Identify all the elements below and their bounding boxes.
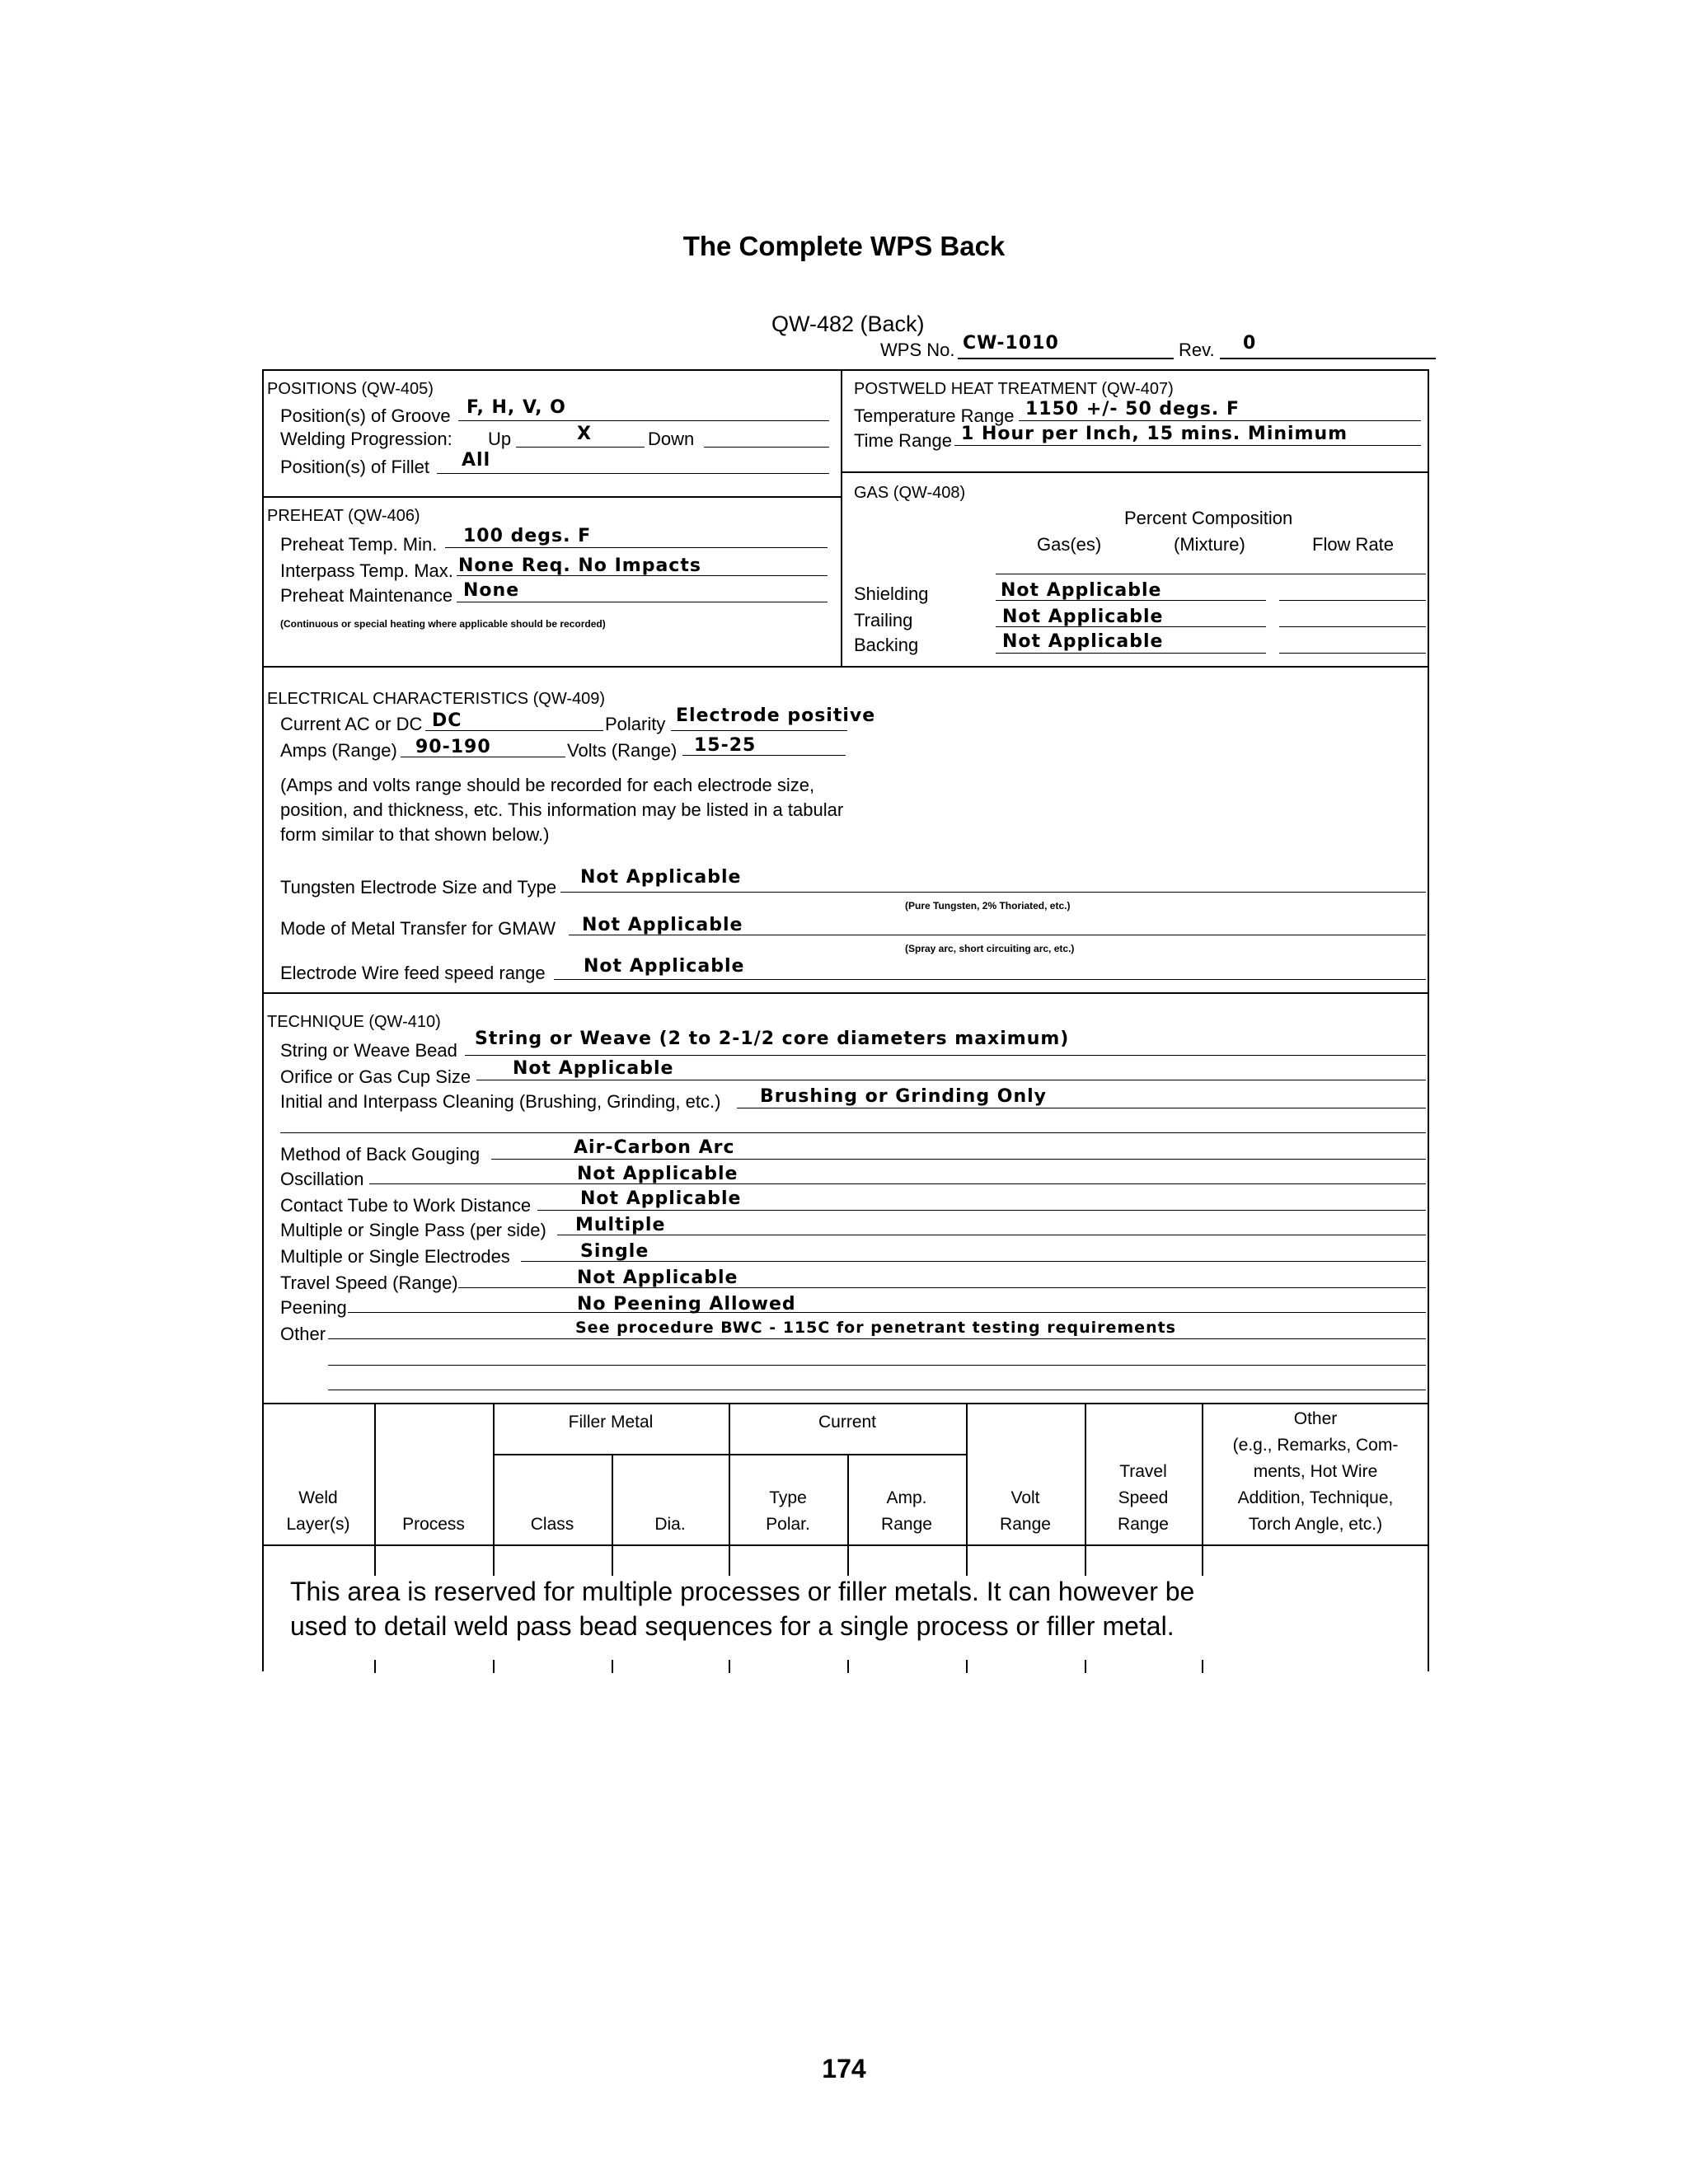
fillet-value: All: [462, 450, 491, 471]
process-header: Process: [402, 1515, 465, 1534]
technique-heading: TECHNIQUE (QW-410): [267, 1013, 441, 1031]
volts-label: Volts (Range): [567, 740, 678, 761]
fillet-label: Position(s) of Fillet: [280, 457, 429, 477]
passes-value: Multiple: [575, 1215, 666, 1235]
wire-feed-value: Not Applicable: [584, 956, 745, 977]
dia-header: Dia.: [654, 1515, 686, 1534]
cleaning-value: Brushing or Grinding Only: [760, 1086, 1047, 1107]
volt-range-header: Volt Range: [1000, 1488, 1051, 1534]
polarity-value: Electrode positive: [676, 705, 876, 726]
amp-range-header: Amp. Range: [881, 1488, 932, 1534]
gas-heading: GAS (QW-408): [854, 484, 966, 502]
amps-value: 90-190: [415, 737, 491, 757]
other-value: See procedure BWC - 115C for penetrant testing requirements: [575, 1319, 1176, 1337]
class-header: Class: [530, 1515, 574, 1534]
pwht-time-value: 1 Hour per Inch, 15 mins. Minimum: [961, 424, 1348, 444]
electrical-note-3: form similar to that shown below.): [280, 824, 550, 845]
wire-feed-label: Electrode Wire feed speed range: [280, 963, 546, 983]
shielding-label: Shielding: [854, 583, 929, 604]
up-value: X: [577, 424, 592, 444]
pwht-temp-value: 1150 +/- 50 degs. F: [1025, 399, 1240, 419]
electrical-heading: ELECTRICAL CHARACTERISTICS (QW-409): [267, 690, 606, 708]
wps-no-value: CW-1010: [963, 333, 1059, 354]
backing-label: Backing: [854, 635, 919, 655]
tungsten-value: Not Applicable: [580, 867, 742, 888]
other-header: Other (e.g., Remarks, Com- ments, Hot Wire Addition, Technique, Torch Angle, etc.): [1232, 1409, 1399, 1534]
current-label: Current AC or DC: [280, 714, 423, 734]
electrical-note-1: (Amps and volts range should be recorded for each electrode size,: [280, 775, 815, 795]
positions-heading: POSITIONS (QW-405): [267, 380, 434, 398]
form-title: QW-482 (Back): [771, 312, 925, 336]
interpass-label: Interpass Temp. Max.: [280, 560, 453, 581]
orifice-value: Not Applicable: [513, 1058, 674, 1079]
reserved-area-note: This area is reserved for multiple processes or filler metals. It can however be used to detail weld pass bead sequences for a single process or filler metal.: [290, 1577, 1195, 1641]
volts-value: 15-25: [694, 735, 757, 756]
trailing-label: Trailing: [854, 610, 913, 630]
bead-label: String or Weave Bead: [280, 1040, 457, 1061]
rev-value: 0: [1243, 333, 1257, 354]
gouging-value: Air-Carbon Arc: [574, 1137, 735, 1158]
groove-label: Position(s) of Groove: [280, 405, 451, 426]
peening-value: No Peening Allowed: [577, 1294, 796, 1315]
travel-speed-header: Travel Speed Range: [1118, 1462, 1169, 1534]
electrodes-label: Multiple or Single Electrodes: [280, 1246, 510, 1267]
gas-mixture-label: (Mixture): [1174, 534, 1245, 555]
preheat-min-value: 100 degs. F: [463, 526, 592, 546]
orifice-label: Orifice or Gas Cup Size: [280, 1066, 471, 1087]
gas-percent-label: Percent Composition: [1124, 508, 1293, 528]
peening-label: Peening: [280, 1297, 347, 1318]
rev-label: Rev.: [1179, 340, 1215, 360]
electrodes-value: Single: [580, 1241, 649, 1262]
down-label: Down: [648, 429, 695, 449]
page-title: The Complete WPS Back: [682, 231, 1006, 261]
groove-value: F, H, V, O: [467, 397, 566, 418]
pwht-temp-label: Temperature Range: [854, 405, 1015, 426]
gas-flow-label: Flow Rate: [1312, 534, 1395, 555]
pwht-heading: POSTWELD HEAT TREATMENT (QW-407): [854, 380, 1174, 398]
filler-metal-header: Filler Metal: [568, 1413, 654, 1432]
trailing-value: Not Applicable: [1002, 607, 1164, 627]
preheat-maint-label: Preheat Maintenance: [280, 585, 453, 606]
tungsten-label: Tungsten Electrode Size and Type: [280, 877, 557, 898]
bead-value: String or Weave (2 to 2-1/2 core diameters maximum): [475, 1029, 1070, 1049]
type-polar-header: Type Polar.: [766, 1488, 810, 1534]
oscillation-value: Not Applicable: [577, 1164, 738, 1184]
travel-speed-label: Travel Speed (Range): [280, 1272, 458, 1293]
travel-speed-value: Not Applicable: [577, 1268, 738, 1288]
current-header: Current: [818, 1413, 877, 1432]
current-value: DC: [432, 710, 462, 731]
gouging-label: Method of Back Gouging: [280, 1144, 481, 1165]
transfer-hint: (Spray arc, short circuiting arc, etc.): [905, 943, 1075, 954]
contact-tube-value: Not Applicable: [580, 1188, 742, 1209]
tungsten-hint: (Pure Tungsten, 2% Thoriated, etc.): [905, 900, 1071, 912]
wps-no-label: WPS No.: [880, 340, 955, 360]
other-label: Other: [280, 1324, 326, 1344]
pwht-time-label: Time Range: [854, 430, 953, 451]
preheat-heading: PREHEAT (QW-406): [267, 507, 420, 525]
transfer-value: Not Applicable: [582, 915, 743, 935]
interpass-value: None Req. No Impacts: [458, 555, 701, 576]
progression-label: Welding Progression:: [280, 429, 452, 449]
electrical-note-2: position, and thickness, etc. This information may be listed in a tabular: [280, 799, 844, 820]
gas-gases-label: Gas(es): [1037, 534, 1102, 555]
preheat-maint-value: None: [463, 580, 520, 601]
polarity-label: Polarity: [605, 714, 666, 734]
backing-value: Not Applicable: [1002, 631, 1164, 652]
weld-layers-header: Weld Layer(s): [286, 1488, 350, 1534]
amps-label: Amps (Range): [280, 740, 397, 761]
passes-label: Multiple or Single Pass (per side): [280, 1220, 546, 1240]
preheat-min-label: Preheat Temp. Min.: [280, 534, 438, 555]
preheat-note: (Continuous or special heating where applicable should be recorded): [280, 618, 606, 630]
shielding-value: Not Applicable: [1001, 580, 1162, 601]
page-number: 174: [822, 2054, 866, 2083]
cleaning-label: Initial and Interpass Cleaning (Brushing, Grinding, etc.): [280, 1091, 721, 1112]
transfer-label: Mode of Metal Transfer for GMAW: [280, 918, 556, 939]
contact-tube-label: Contact Tube to Work Distance: [280, 1195, 532, 1216]
oscillation-label: Oscillation: [280, 1169, 364, 1189]
up-label: Up: [488, 429, 512, 449]
